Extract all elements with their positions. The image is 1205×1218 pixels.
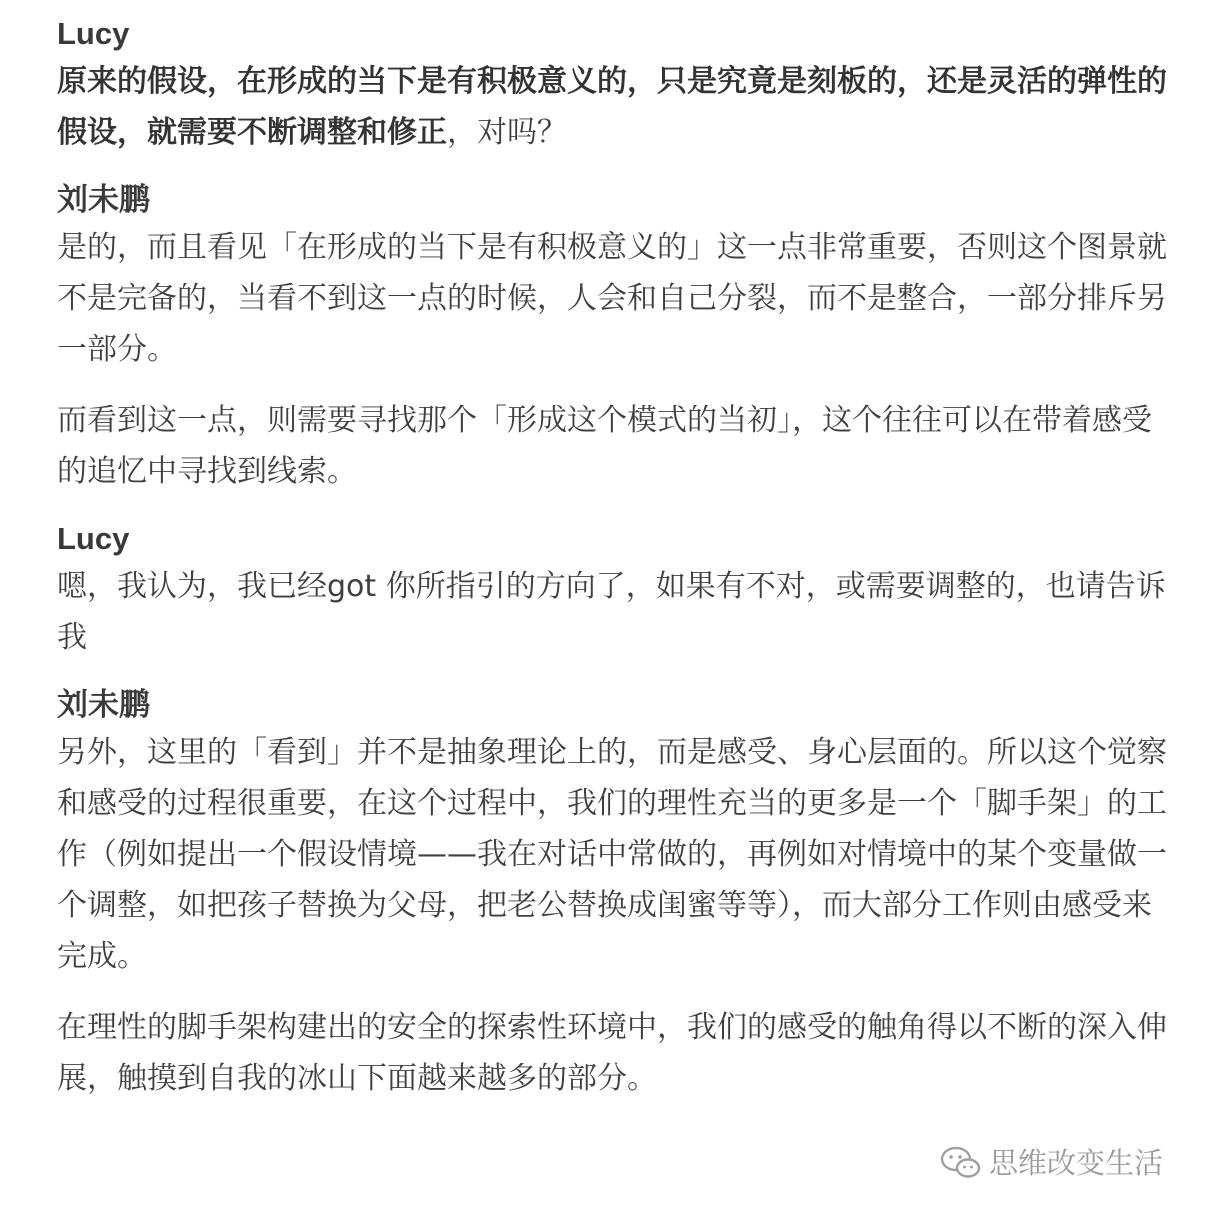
article-body (57, 12, 1177, 1124)
speaker-name: Lucy (57, 16, 130, 51)
paragraph-text: 嗯，我认为，我已经got 你所指引的方向了，如果有不对，或需要调整的，也请告诉我 (57, 569, 1166, 655)
dialogue-paragraph (57, 561, 1177, 663)
dialogue-paragraph (57, 727, 1177, 982)
wechat-icon (939, 1145, 983, 1181)
dialogue-paragraph (57, 1002, 1177, 1104)
speaker-name: 刘未鹏 (57, 687, 150, 722)
speaker-name: 刘未鹏 (57, 182, 150, 217)
paragraph-text: 另外，这里的「看到」并不是抽象理论上的，而是感受、身心层面的。所以这个觉察和感受的过程很重要，在这个过程中，我们的理性充当的更多是一个「脚手架」的工作（例如提出一个假设情境——我在对话中常做的，再例如对情境中的某个变量做一个调整，如把孩子替换为父母，把老公替换成闺蜜等等），而大部分工作则由感受来完成。 (57, 735, 1167, 974)
dialogue-block (57, 683, 1177, 1104)
dialogue-paragraph (57, 56, 1177, 158)
dialogue-paragraph (57, 222, 1177, 375)
account-watermark (939, 1143, 1163, 1183)
paragraph-text: 是的，而且看见「在形成的当下是有积极意义的」这一点非常重要，否则这个图景就不是完备的，当看不到这一点的时候，人会和自己分裂，而不是整合，一部分排斥另一部分。 (57, 230, 1167, 367)
paragraph-text: 而看到这一点，则需要寻找那个「形成这个模式的当初」，这个往往可以在带着感受的追忆中寻找到线索。 (57, 403, 1152, 489)
paragraph-text: ，对吗？ (447, 115, 567, 150)
speaker-name: Lucy (57, 521, 130, 556)
dialogue-block (57, 178, 1177, 497)
dialogue-block (57, 517, 1177, 663)
emphasized-text: 原来的假设，在形成的当下是有积极意义的，只是究竟是刻板的，还是灵活的弹性的假设，就需要不断调整和修正 (57, 64, 1167, 150)
paragraph-text: 在理性的脚手架构建出的安全的探索性环境中，我们的感受的触角得以不断的深入伸展，触摸到自我的冰山下面越来越多的部分。 (57, 1010, 1167, 1096)
dialogue-block (57, 12, 1177, 158)
watermark-text: 思维改变生活 (988, 1146, 1163, 1180)
dialogue-paragraph (57, 395, 1177, 497)
